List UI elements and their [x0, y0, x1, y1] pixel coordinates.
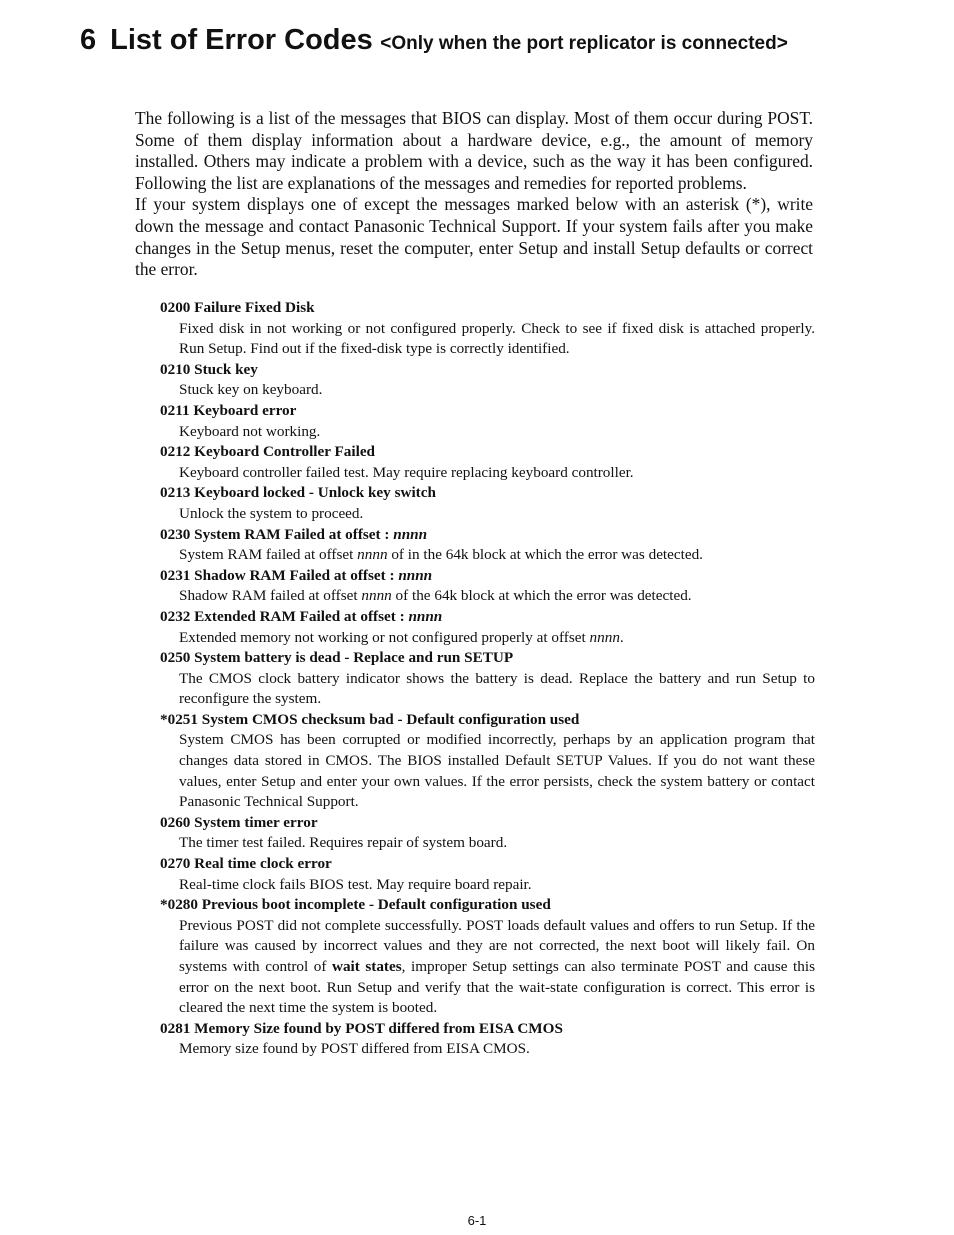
- section-heading: [80, 24, 788, 57]
- error-code-title: [160, 566, 815, 587]
- description-text: Previous POST did not complete successfully. POST loads default values and offers to run Setup. If the failure was caused by incorrect values and they are not corrected, the next boot will likely fail. On systems with control of: [179, 916, 815, 975]
- error-code-description: System CMOS has been corrupted or modified incorrectly, perhaps by an application program that changes data stored in CMOS. The BIOS installed Default SETUP Values. If you do not want these values, enter Setup and enter your own values. If the error persists, check the system battery or contact Panasonic Technical Support.: [179, 731, 815, 811]
- error-code-description: [179, 628, 815, 649]
- error-entry-0212: [160, 442, 815, 483]
- error-entry-0200: [160, 298, 815, 360]
- error-entry-0210: [160, 360, 815, 401]
- page-number: 6-1: [467, 1213, 487, 1228]
- error-entry-0270: [160, 854, 815, 895]
- error-entry-0213: [160, 483, 815, 524]
- offset-variable: nnnn: [357, 546, 388, 564]
- error-code-title: [160, 525, 815, 546]
- error-code-description: The CMOS clock battery indicator shows the battery is dead. Replace the battery and run Setup to reconfigure the system.: [179, 669, 815, 708]
- section-subtitle: <Only when the port replicator is connected>: [380, 33, 788, 54]
- offset-variable: nnnn: [398, 566, 433, 584]
- error-code-title: 0212 Keyboard Controller Failed: [160, 443, 376, 461]
- error-entry-0231: [160, 566, 815, 607]
- error-code-title: 0260 System timer error: [160, 813, 318, 831]
- error-code-description: Unlock the system to proceed.: [179, 504, 364, 522]
- error-code-title: *0280 Previous boot incomplete - Default configuration used: [160, 896, 551, 914]
- error-code-title-text: 0231 Shadow RAM Failed at offset :: [160, 566, 399, 584]
- section-number: 6: [80, 24, 97, 56]
- error-code-description: Keyboard controller failed test. May require replacing keyboard controller.: [179, 463, 634, 481]
- error-code-title: 0211 Keyboard error: [160, 401, 297, 419]
- error-code-title: 0270 Real time clock error: [160, 855, 332, 873]
- offset-variable: nnnn: [408, 607, 443, 625]
- description-text: Extended memory not working or not configured properly at offset: [179, 628, 590, 646]
- description-text-end: , improper Setup settings can also terminate POST and cause this error on the next boot. Run Setup and verify that the wait-state configuration is correct. This error is cleared the next time the system is booted.: [179, 958, 815, 1017]
- error-code-title: 0213 Keyboard locked - Unlock key switch: [160, 484, 436, 502]
- offset-variable: nnnn: [589, 628, 620, 646]
- error-code-description: Stuck key on keyboard.: [179, 381, 323, 399]
- error-entry-0260: [160, 813, 815, 854]
- error-code-title: 0250 System battery is dead - Replace and run SETUP: [160, 649, 514, 667]
- error-code-title: [160, 607, 815, 628]
- error-entry-0251: [160, 710, 815, 813]
- description-text-end: .: [619, 628, 624, 646]
- description-text: Shadow RAM failed at offset: [179, 587, 362, 605]
- error-code-title: 0200 Failure Fixed Disk: [160, 299, 315, 316]
- description-text-end: of in the 64k block at which the error was detected.: [387, 546, 703, 564]
- error-entry-0280: [160, 895, 815, 1019]
- offset-variable: nnnn: [393, 525, 428, 543]
- error-code-list: [160, 298, 815, 1060]
- error-entry-0211: [160, 401, 815, 442]
- error-code-description: The timer test failed. Requires repair of system board.: [179, 834, 508, 852]
- wait-states-term: wait states: [331, 958, 402, 975]
- error-entry-0250: [160, 648, 815, 710]
- intro-paragraph-2: If your system displays one of except the messages marked below with an asterisk (*), write down the message and contact Panasonic Technical Support. If your system fails after you make changes in the Setup menus, reset the computer, enter Setup and install Setup defaults or correct the error.: [135, 194, 813, 280]
- intro-paragraph-1: The following is a list of the messages that BIOS can display. Most of them occur during POST. Some of them display information about a hardware device, e.g., the amount of memory installed. Others may indicate a problem with a device, such as the way it has been configured. Following the list are explanations of the messages and remedies for reported problems.: [135, 108, 813, 193]
- error-code-description: [179, 586, 815, 607]
- section-title: List of Error Codes: [110, 24, 373, 56]
- error-entry-0281: [160, 1019, 815, 1060]
- offset-variable: nnnn: [361, 587, 392, 605]
- error-code-description: Memory size found by POST differed from EISA CMOS.: [179, 1040, 530, 1058]
- error-code-title: *0251 System CMOS checksum bad - Default configuration used: [160, 710, 580, 728]
- error-code-title: 0281 Memory Size found by POST differed from EISA CMOS: [160, 1019, 563, 1037]
- error-code-description: Fixed disk in not working or not configured properly. Check to see if fixed disk is attached properly. Run Setup. Find out if the fixed-disk type is correctly identified.: [179, 319, 815, 358]
- description-text: System RAM failed at offset: [179, 546, 358, 564]
- error-code-title-text: 0230 System RAM Failed at offset :: [160, 525, 394, 543]
- intro-text: [135, 108, 813, 281]
- error-entry-0232: [160, 607, 815, 648]
- description-text-end: of the 64k block at which the error was detected.: [391, 587, 692, 605]
- error-code-description: Keyboard not working.: [179, 422, 321, 440]
- error-entry-0230: [160, 525, 815, 566]
- error-code-description: [179, 545, 815, 566]
- error-code-title: 0210 Stuck key: [160, 360, 258, 378]
- error-code-title-text: 0232 Extended RAM Failed at offset :: [160, 607, 409, 625]
- error-code-description: [179, 916, 815, 1019]
- error-code-description: Real-time clock fails BIOS test. May require board repair.: [179, 875, 532, 893]
